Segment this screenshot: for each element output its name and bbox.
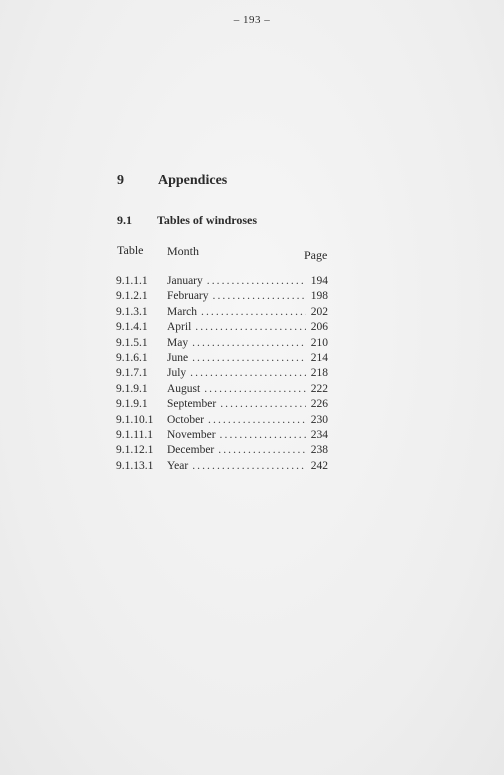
leader-dots: [201, 306, 306, 318]
table-number: 9.1.13.1: [116, 459, 154, 472]
list-item: [116, 367, 328, 382]
column-header-month: Month: [167, 244, 200, 258]
leader-dots: [208, 414, 306, 426]
table-number: 9.1.9.1: [116, 382, 148, 395]
leader-dots: [220, 429, 306, 441]
month-name: Year: [167, 459, 189, 472]
list-item: [116, 429, 328, 444]
page-ref: 198: [310, 290, 328, 303]
table-number: 9.1.11.1: [116, 428, 153, 441]
list-item: [116, 444, 328, 459]
leader-dots: [213, 290, 306, 302]
table-number: 9.1.5.1: [116, 336, 148, 349]
month-name: September: [167, 398, 217, 411]
page-ref: 234: [310, 428, 328, 441]
section-heading: [117, 213, 257, 228]
page-ref: 226: [310, 398, 328, 411]
table-number: 9.1.4.1: [116, 321, 148, 334]
month-name: February: [167, 290, 209, 303]
table-header: [117, 243, 329, 263]
section-title: Tables of windroses: [157, 213, 258, 227]
page-ref: 230: [310, 413, 328, 426]
month-name: August: [167, 382, 201, 395]
table-number: 9.1.1.1: [116, 275, 148, 287]
table-number: 9.1.7.1: [116, 367, 148, 380]
table-number: 9.1.10.1: [116, 413, 154, 426]
table-number: 9.1.3.1: [116, 305, 148, 318]
leader-dots: [190, 367, 306, 379]
column-header-page: Page: [304, 248, 328, 262]
list-item: [116, 383, 328, 398]
month-name: October: [167, 413, 205, 426]
month-name: May: [167, 336, 189, 349]
page-ref: 242: [310, 459, 328, 472]
page-ref: 202: [310, 305, 328, 318]
month-name: July: [167, 367, 187, 380]
page-ref: 210: [310, 336, 328, 349]
leader-dots: [220, 398, 306, 410]
list-item: [116, 306, 328, 321]
month-name: November: [167, 428, 216, 441]
month-name: March: [167, 305, 198, 318]
month-name: January: [167, 275, 203, 287]
chapter-number: 9: [117, 173, 124, 188]
table-number: 9.1.2.1: [116, 290, 148, 303]
table-of-windroses-list: [116, 275, 328, 475]
page-ref: 214: [310, 351, 328, 364]
list-item: [116, 337, 328, 352]
page-ref: 218: [310, 367, 328, 380]
table-number: 9.1.12.1: [116, 444, 154, 457]
column-header-table: Table: [117, 243, 144, 257]
leader-dots: [192, 352, 306, 364]
page-number: – 193 –: [233, 14, 271, 26]
leader-dots: [207, 275, 306, 287]
section-number: 9.1: [117, 213, 132, 227]
month-name: June: [167, 351, 189, 364]
page-ref: 222: [310, 382, 328, 395]
leader-dots: [192, 337, 306, 349]
list-item: [116, 290, 328, 305]
table-number: 9.1.6.1: [116, 351, 148, 364]
list-item: [116, 460, 328, 475]
leader-dots: [195, 321, 306, 333]
chapter-title: Appendices: [158, 173, 228, 188]
leader-dots: [218, 444, 306, 456]
list-item: [116, 414, 328, 429]
page-ref: 194: [310, 275, 328, 287]
month-name: December: [167, 444, 215, 457]
leader-dots: [204, 383, 306, 395]
page-ref: 206: [310, 321, 328, 334]
list-item: [116, 321, 328, 336]
chapter-heading: [117, 173, 227, 189]
list-item: [116, 352, 328, 367]
page-ref: 238: [310, 444, 328, 457]
month-name: April: [167, 321, 192, 334]
table-number: 9.1.9.1: [116, 398, 148, 411]
leader-dots: [192, 460, 306, 472]
list-item: [116, 275, 328, 290]
list-item: [116, 398, 328, 413]
